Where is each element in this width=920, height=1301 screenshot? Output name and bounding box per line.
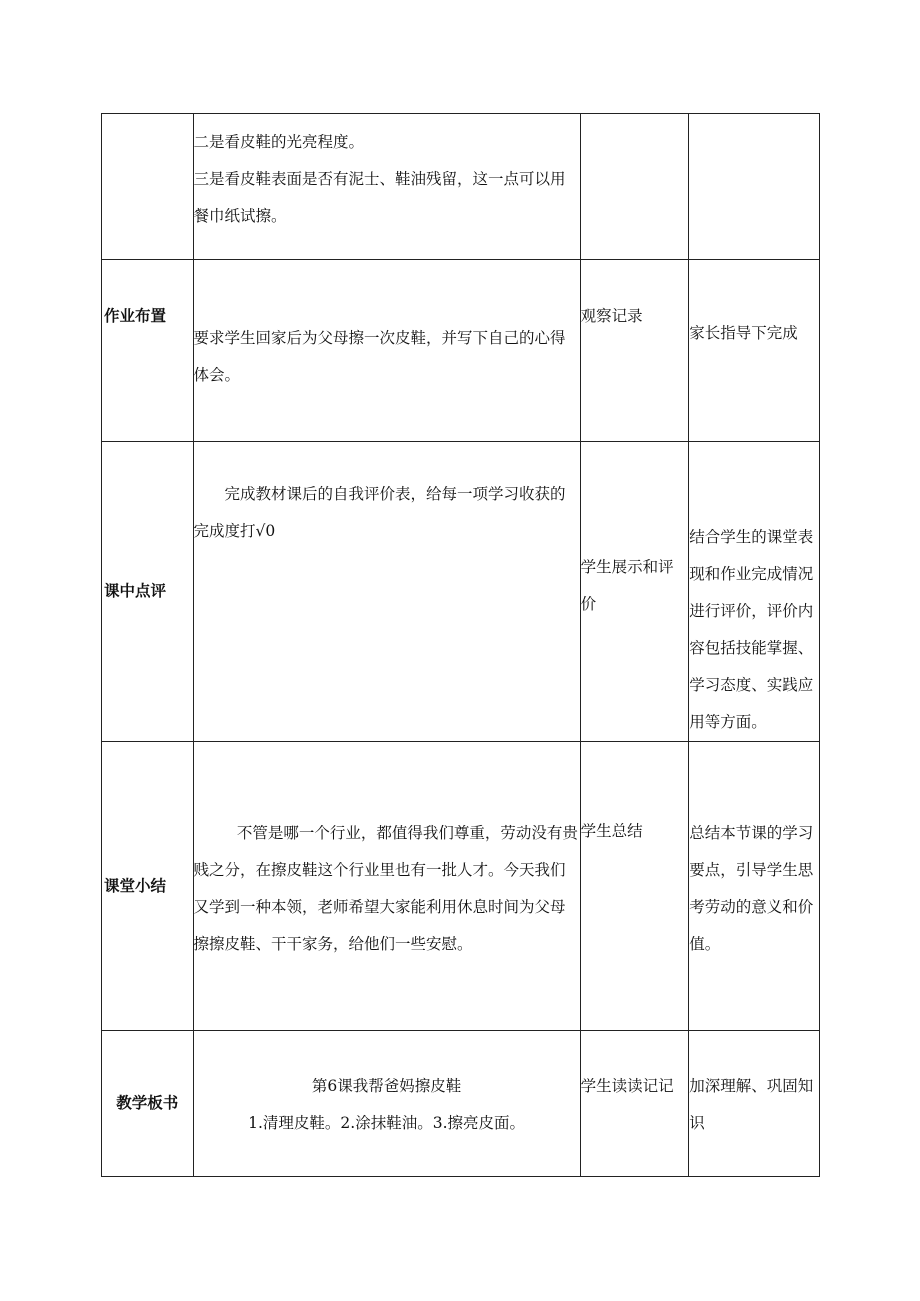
content-line: 三是看皮鞋表面是否有泥士、鞋油残留，这一点可以用餐巾纸试擦。 <box>193 170 566 225</box>
lesson-plan-table <box>101 113 820 1177</box>
content-cell <box>193 1031 580 1177</box>
table-row <box>102 442 820 742</box>
content-cell <box>193 442 580 742</box>
content-line: 不管是哪一个行业，都值得我们尊重，劳动没有贵贱之分，在擦皮鞋这个行业里也有一批人才。今天我们又学到一种本领，老师希望大家能利用休息时间为父母擦擦皮鞋、干干家务，给他们一些安慰。 <box>193 824 578 953</box>
row-label: 课堂小结 <box>102 742 194 1031</box>
content-cell <box>193 114 580 260</box>
method-cell: 观察记录 <box>580 260 689 442</box>
table-row <box>102 742 820 1031</box>
table-row <box>102 260 820 442</box>
content-line: 完成教材课后的自我评价表，给每一项学习收获的完成度打√0 <box>193 485 566 540</box>
note-cell: 总结本节课的学习要点，引导学生思考劳动的意义和价值。 <box>689 742 820 1031</box>
row-label: 作业布置 <box>102 260 194 442</box>
table-row <box>102 1031 820 1177</box>
note-cell: 家长指导下完成 <box>689 260 820 442</box>
method-cell <box>580 114 689 260</box>
content-cell <box>193 260 580 442</box>
note-cell: 加深理解、巩固知识 <box>689 1031 820 1177</box>
note-cell <box>689 114 820 260</box>
table-row <box>102 114 820 260</box>
board-title: 第6课我帮爸妈擦皮鞋 <box>311 1077 462 1095</box>
row-label: 课中点评 <box>102 442 194 742</box>
note-cell: 结合学生的课堂表现和作业完成情况进行评价，评价内容包括技能掌握、学习态度、实践应用等方面。 <box>689 442 820 742</box>
content-line: 二是看皮鞋的光亮程度。 <box>193 133 365 151</box>
method-cell: 学生总结 <box>580 742 689 1031</box>
content-line: 要求学生回家后为父母擦一次皮鞋，并写下自己的心得体会。 <box>193 329 566 384</box>
method-cell: 学生展示和评价 <box>580 442 689 742</box>
row-label: 教学板书 <box>102 1031 194 1177</box>
method-cell: 学生读读记记 <box>580 1031 689 1177</box>
content-cell <box>193 742 580 1031</box>
board-points: 1.清理皮鞋。2.涂抹鞋油。3.擦亮皮面。 <box>248 1114 526 1132</box>
row-label <box>102 114 194 260</box>
